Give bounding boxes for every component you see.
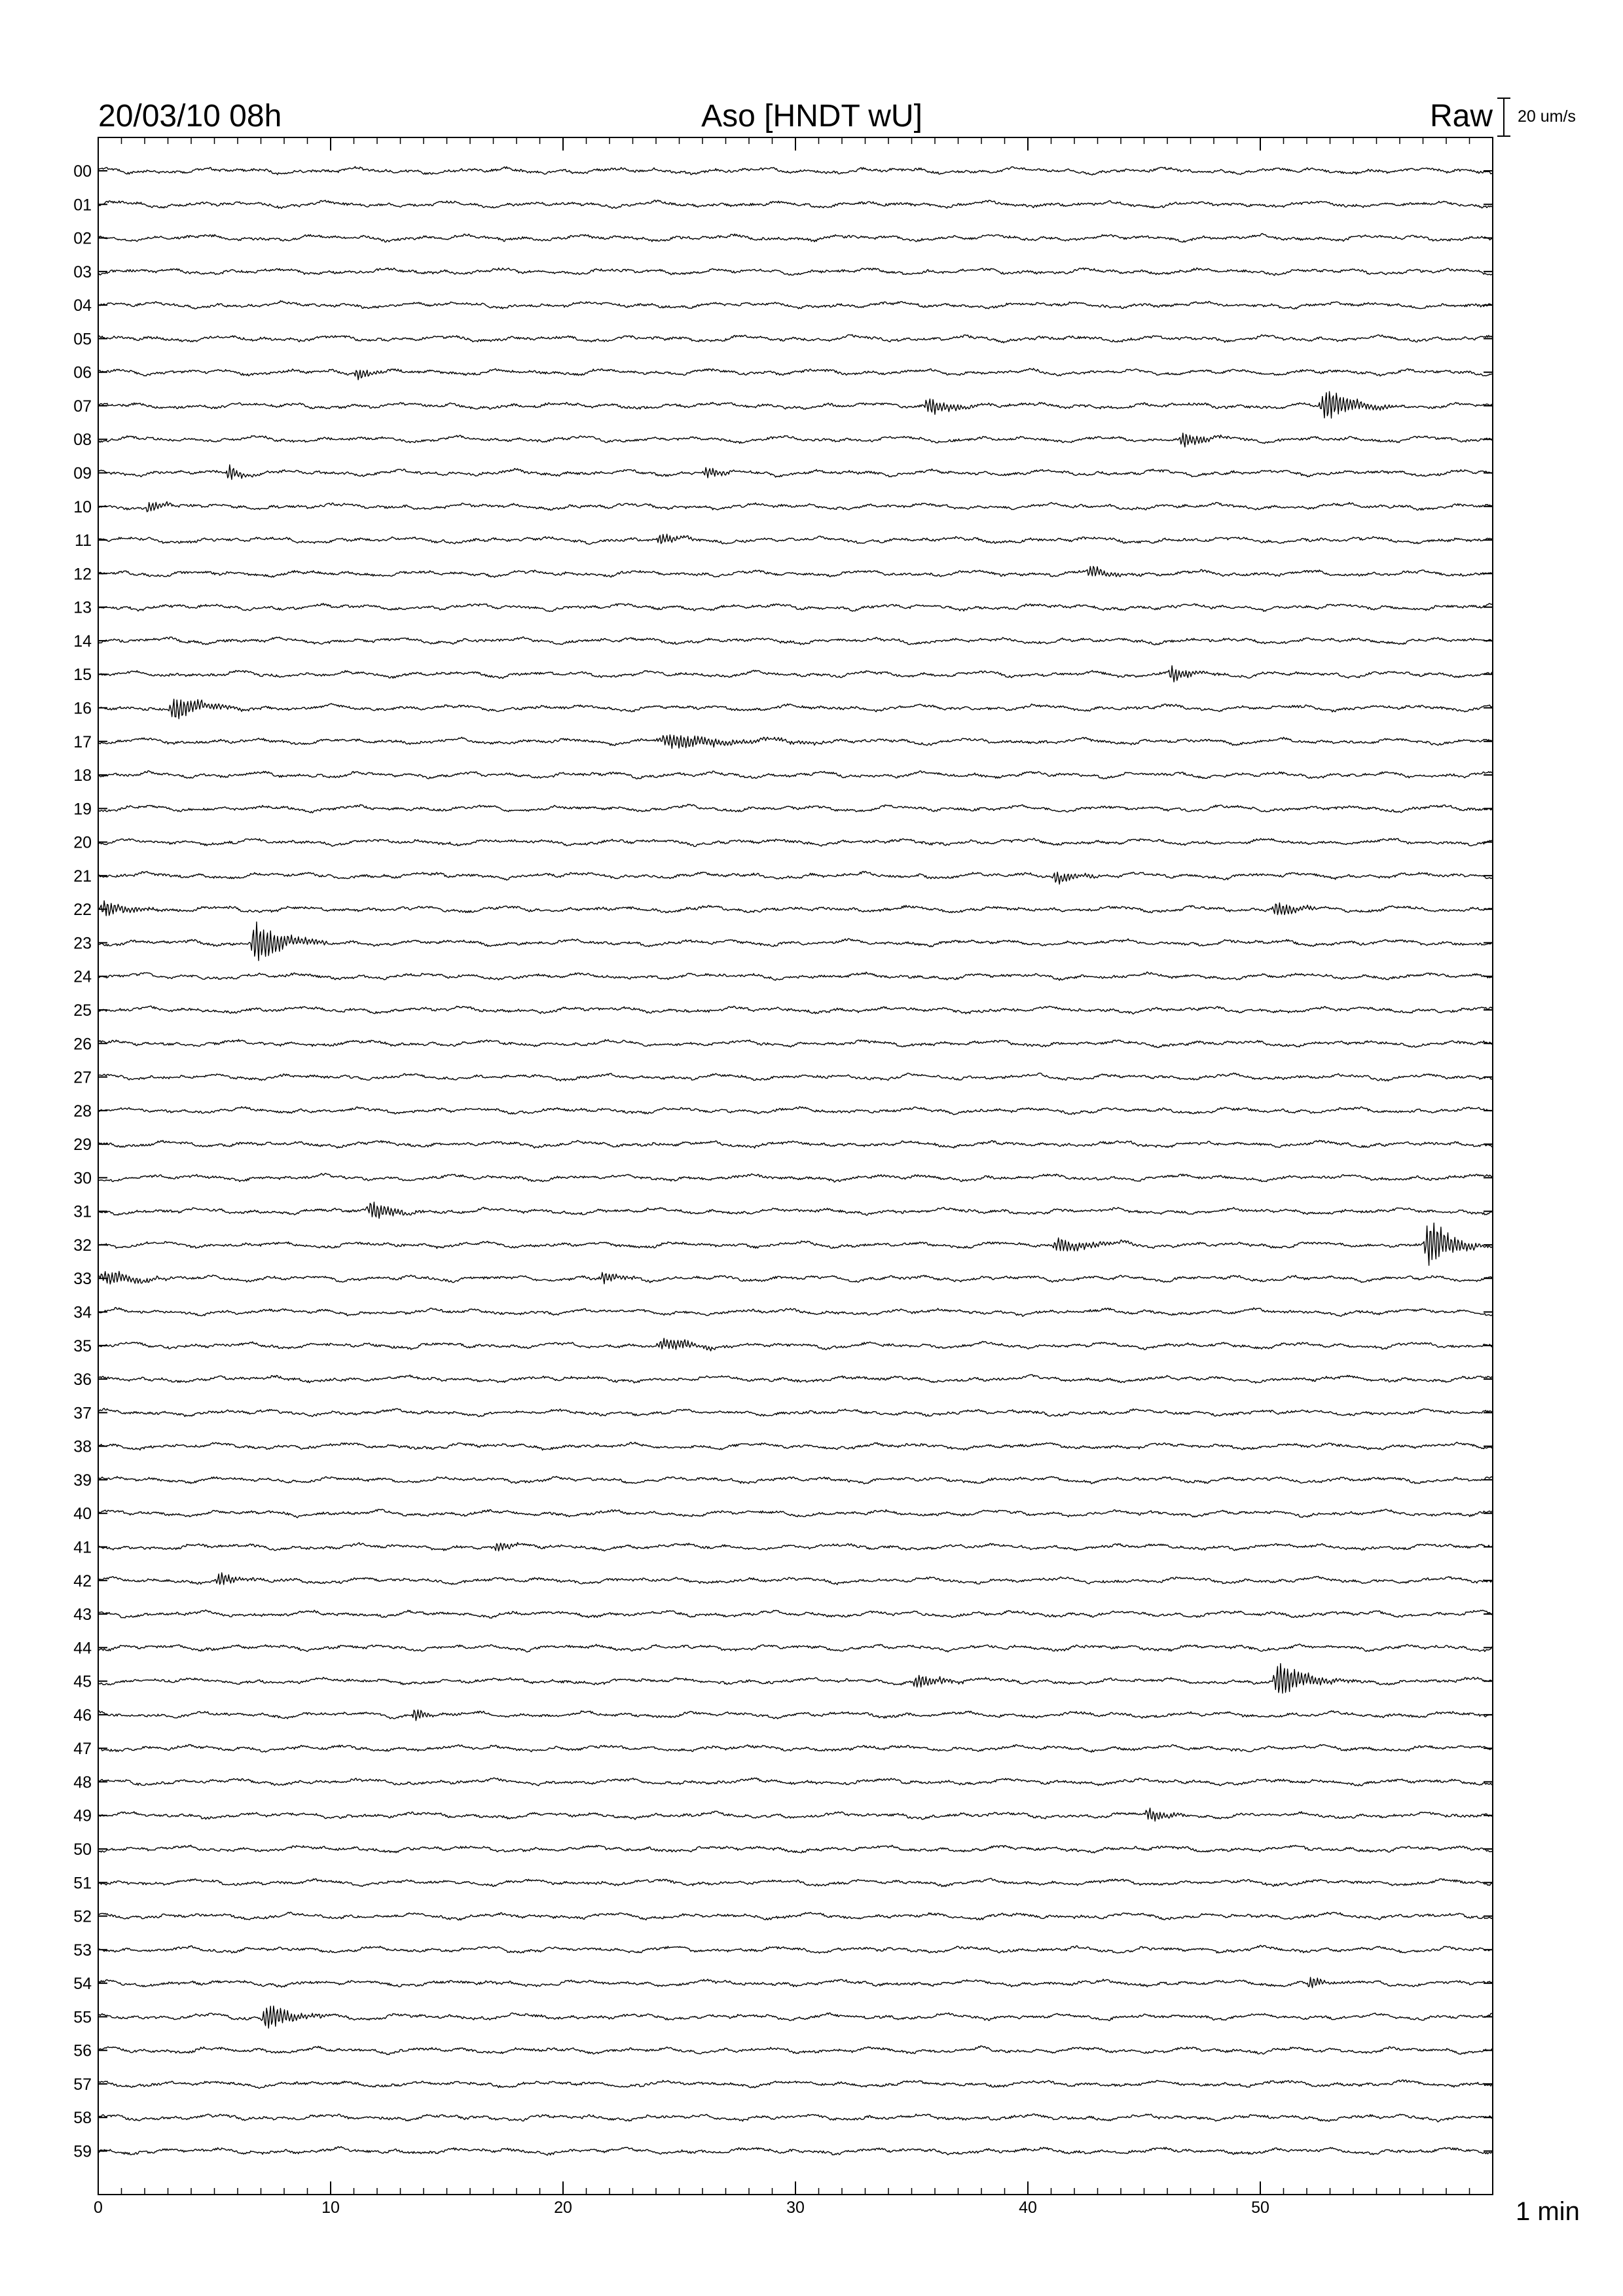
trace-line xyxy=(98,1039,1493,1048)
row-label: 20 xyxy=(73,833,92,852)
trace-line xyxy=(98,666,1493,682)
row-label: 15 xyxy=(73,666,92,685)
row-label: 41 xyxy=(73,1538,92,1557)
row-label: 53 xyxy=(73,1941,92,1960)
row-label: 35 xyxy=(73,1336,92,1355)
trace-line xyxy=(98,1477,1493,1484)
chart-date-hour: 20/03/10 08h xyxy=(98,99,282,134)
row-label: 19 xyxy=(73,800,92,819)
x-tick-label: 20 xyxy=(554,2198,572,2217)
row-label: 28 xyxy=(73,1102,92,1121)
row-label: 18 xyxy=(73,766,92,785)
row-label: 29 xyxy=(73,1136,92,1155)
x-axis-label: 1 min xyxy=(1516,2197,1580,2226)
row-label: 22 xyxy=(73,901,92,920)
row-label: 26 xyxy=(73,1035,92,1054)
row-label: 13 xyxy=(73,598,92,617)
row-label: 21 xyxy=(73,867,92,886)
trace-line xyxy=(98,2147,1493,2155)
trace-line xyxy=(98,603,1493,612)
row-label: 55 xyxy=(73,2008,92,2027)
row-label: 57 xyxy=(73,2075,92,2094)
trace-line xyxy=(98,502,1493,512)
row-label: 14 xyxy=(73,632,92,651)
row-label: 59 xyxy=(73,2142,92,2161)
trace-line xyxy=(98,391,1493,418)
trace-line xyxy=(98,1073,1493,1081)
trace-line xyxy=(98,1977,1493,1988)
trace-line xyxy=(98,972,1493,980)
trace-line xyxy=(98,200,1493,209)
row-label: 49 xyxy=(73,1806,92,1825)
row-label: 09 xyxy=(73,464,92,483)
trace-line xyxy=(98,771,1493,779)
trace-line xyxy=(98,2114,1493,2122)
row-label: 00 xyxy=(73,162,92,181)
trace-line xyxy=(98,2006,1493,2028)
trace-line xyxy=(98,2046,1493,2055)
minor-ticks xyxy=(122,137,1470,2195)
x-tick-label: 50 xyxy=(1251,2198,1269,2217)
row-label: 43 xyxy=(73,1605,92,1624)
x-tick-label: 10 xyxy=(321,2198,340,2217)
amplitude-scale-bar xyxy=(1497,98,1510,136)
trace-line xyxy=(98,1442,1493,1450)
trace-line xyxy=(98,1107,1493,1115)
row-label: 16 xyxy=(73,699,92,718)
trace-line xyxy=(98,566,1493,577)
trace-line xyxy=(98,838,1493,847)
row-label: 39 xyxy=(73,1471,92,1490)
row-label: 46 xyxy=(73,1706,92,1725)
row-label: 03 xyxy=(73,262,92,281)
trace-line xyxy=(98,804,1493,813)
trace-line xyxy=(98,1945,1493,1953)
row-label: 50 xyxy=(73,1840,92,1859)
row-label: 33 xyxy=(73,1270,92,1289)
trace-line xyxy=(98,465,1493,480)
trace-line xyxy=(98,1140,1493,1148)
trace-line xyxy=(98,922,1493,961)
row-label: 06 xyxy=(73,363,92,382)
row-label: 08 xyxy=(73,431,92,450)
row-label: 07 xyxy=(73,397,92,416)
trace-line xyxy=(98,300,1493,309)
row-label: 25 xyxy=(73,1001,92,1020)
trace-line xyxy=(98,534,1493,545)
x-tick-label: 0 xyxy=(94,2198,103,2217)
amplitude-scale-label: 20 um/s xyxy=(1518,107,1576,126)
row-label: 27 xyxy=(73,1068,92,1087)
row-label: 02 xyxy=(73,229,92,248)
trace-line xyxy=(98,901,1493,916)
row-label: 36 xyxy=(73,1371,92,1390)
trace-line xyxy=(98,1912,1493,1920)
trace-line xyxy=(98,1223,1493,1266)
row-label: 12 xyxy=(73,565,92,584)
row-label: 04 xyxy=(73,296,92,315)
row-label: 56 xyxy=(73,2041,92,2060)
row-label: 10 xyxy=(73,497,92,516)
trace-line xyxy=(98,1174,1493,1183)
row-label: 42 xyxy=(73,1571,92,1590)
trace-line xyxy=(98,1509,1493,1518)
row-label: 23 xyxy=(73,934,92,953)
trace-line xyxy=(98,1710,1493,1720)
row-label: 34 xyxy=(73,1303,92,1322)
row-label: 17 xyxy=(73,732,92,751)
row-label: 30 xyxy=(73,1169,92,1188)
x-tick-label: 40 xyxy=(1019,2198,1037,2217)
row-label: 51 xyxy=(73,1874,92,1893)
row-label: 37 xyxy=(73,1404,92,1423)
trace-line xyxy=(98,1610,1493,1619)
row-label: 01 xyxy=(73,196,92,215)
row-label: 11 xyxy=(75,531,92,550)
row-label: 40 xyxy=(73,1505,92,1524)
row-label: 52 xyxy=(73,1907,92,1926)
trace-line xyxy=(98,735,1493,749)
row-label: 58 xyxy=(73,2109,92,2128)
trace-line xyxy=(98,1664,1493,1693)
trace-line xyxy=(98,2080,1493,2089)
trace-line xyxy=(98,1202,1493,1219)
row-label: 54 xyxy=(73,1975,92,1994)
trace-line xyxy=(98,1006,1493,1014)
row-label: 38 xyxy=(73,1437,92,1456)
chart-title: Aso [HNDT wU] xyxy=(701,99,922,134)
row-label: 05 xyxy=(73,330,92,349)
trace-line xyxy=(98,637,1493,645)
row-label: 48 xyxy=(73,1773,92,1792)
trace-line xyxy=(98,1744,1493,1752)
filter-label: Raw xyxy=(1429,99,1493,134)
trace-line xyxy=(98,368,1493,380)
trace-line xyxy=(98,1408,1493,1417)
trace-line xyxy=(98,268,1493,276)
row-labels xyxy=(73,162,92,2161)
trace-line xyxy=(98,1543,1493,1551)
major-ticks xyxy=(98,137,1260,2195)
trace-line xyxy=(98,166,1493,175)
row-label: 31 xyxy=(73,1202,92,1221)
trace-line xyxy=(98,1308,1493,1317)
row-label: 24 xyxy=(73,967,92,986)
x-tick-labels xyxy=(94,2198,1269,2217)
traces xyxy=(98,166,1493,2155)
trace-line xyxy=(98,1272,1493,1284)
row-label: 45 xyxy=(73,1672,92,1691)
trace-line xyxy=(98,433,1493,447)
trace-line xyxy=(98,1878,1493,1887)
trace-line xyxy=(98,1845,1493,1853)
row-label: 47 xyxy=(73,1740,92,1759)
trace-line xyxy=(98,871,1493,884)
trace-line xyxy=(98,1778,1493,1785)
trace-line xyxy=(98,234,1493,242)
row-ticks xyxy=(98,171,1493,2151)
row-label: 44 xyxy=(73,1639,92,1658)
plot-frame xyxy=(98,137,1493,2195)
x-tick-label: 30 xyxy=(786,2198,805,2217)
row-label: 32 xyxy=(73,1236,92,1255)
trace-line xyxy=(98,699,1493,719)
trace-line xyxy=(98,1374,1493,1383)
trace-line xyxy=(98,1338,1493,1351)
trace-line xyxy=(98,1644,1493,1652)
trace-line xyxy=(98,1573,1493,1585)
trace-line xyxy=(98,334,1493,343)
trace-line xyxy=(98,1808,1493,1821)
